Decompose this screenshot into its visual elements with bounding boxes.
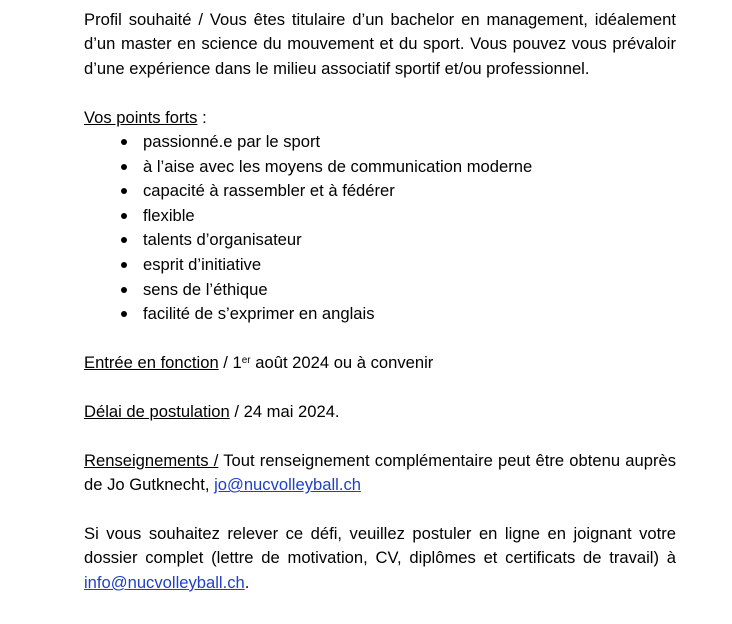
start-date-line [84,351,676,375]
apply-line-2: dossier complet (lettre de motivation, CV, diplômes et certificats de travail) à [84,548,676,568]
strengths-list [84,130,676,327]
strengths-heading-line [84,106,676,130]
list-item: passionné.e par le sport [121,130,676,155]
apply-email-link[interactable]: info@nucvolleyball.ch [84,572,245,592]
deadline-line [84,400,676,424]
info-label: Renseignements / [84,450,219,470]
spacer [84,81,676,105]
list-item: flexible [121,204,676,229]
profile-line-3: d’une expérience dans le milieu associatif sportif et/ou professionnel. [84,58,590,78]
apply-line-1: Si vous souhaitez relever ce défi, veuillez postuler en ligne en joignant votre [84,523,676,543]
spacer [84,376,676,400]
apply-line-3 [84,571,676,595]
start-date-sup: er [241,355,251,367]
start-date-sep: / 1 [218,353,242,373]
contact-email-link[interactable]: jo@nucvolleyball.ch [214,475,361,495]
info-text: Tout renseignement complémentaire peut être obtenu auprès [218,450,676,470]
list-item: talents d’organisateur [121,228,676,253]
list-item: sens de l’éthique [121,278,676,303]
strengths-colon: : [197,107,207,127]
start-date-value: août 2024 ou à convenir [250,353,434,373]
start-date-label: Entrée en fonction [84,353,219,373]
document-body [84,8,676,595]
strengths-heading: Vos points forts [84,107,198,127]
info-line-2 [84,473,676,497]
deadline-value: / 24 mai 2024. [229,401,340,421]
info-contact-name: de Jo Gutknecht, [84,475,215,495]
spacer [84,327,676,351]
info-line-1 [84,449,676,473]
apply-end: . [244,572,250,592]
profile-line-1: Profil souhaité / Vous êtes titulaire d’un bachelor en management, idéalement [84,10,676,29]
list-item: facilité de s’exprimer en anglais [121,302,676,327]
profile-line-2: d’un master en science du mouvement et du sport. Vous pouvez vous prévaloir [84,34,676,54]
spacer [84,498,676,522]
list-item: capacité à rassembler et à fédérer [121,179,676,204]
deadline-label: Délai de postulation [84,401,230,421]
list-item: esprit d’initiative [121,253,676,278]
spacer [84,424,676,448]
list-item: à l’aise avec les moyens de communication moderne [121,155,676,180]
